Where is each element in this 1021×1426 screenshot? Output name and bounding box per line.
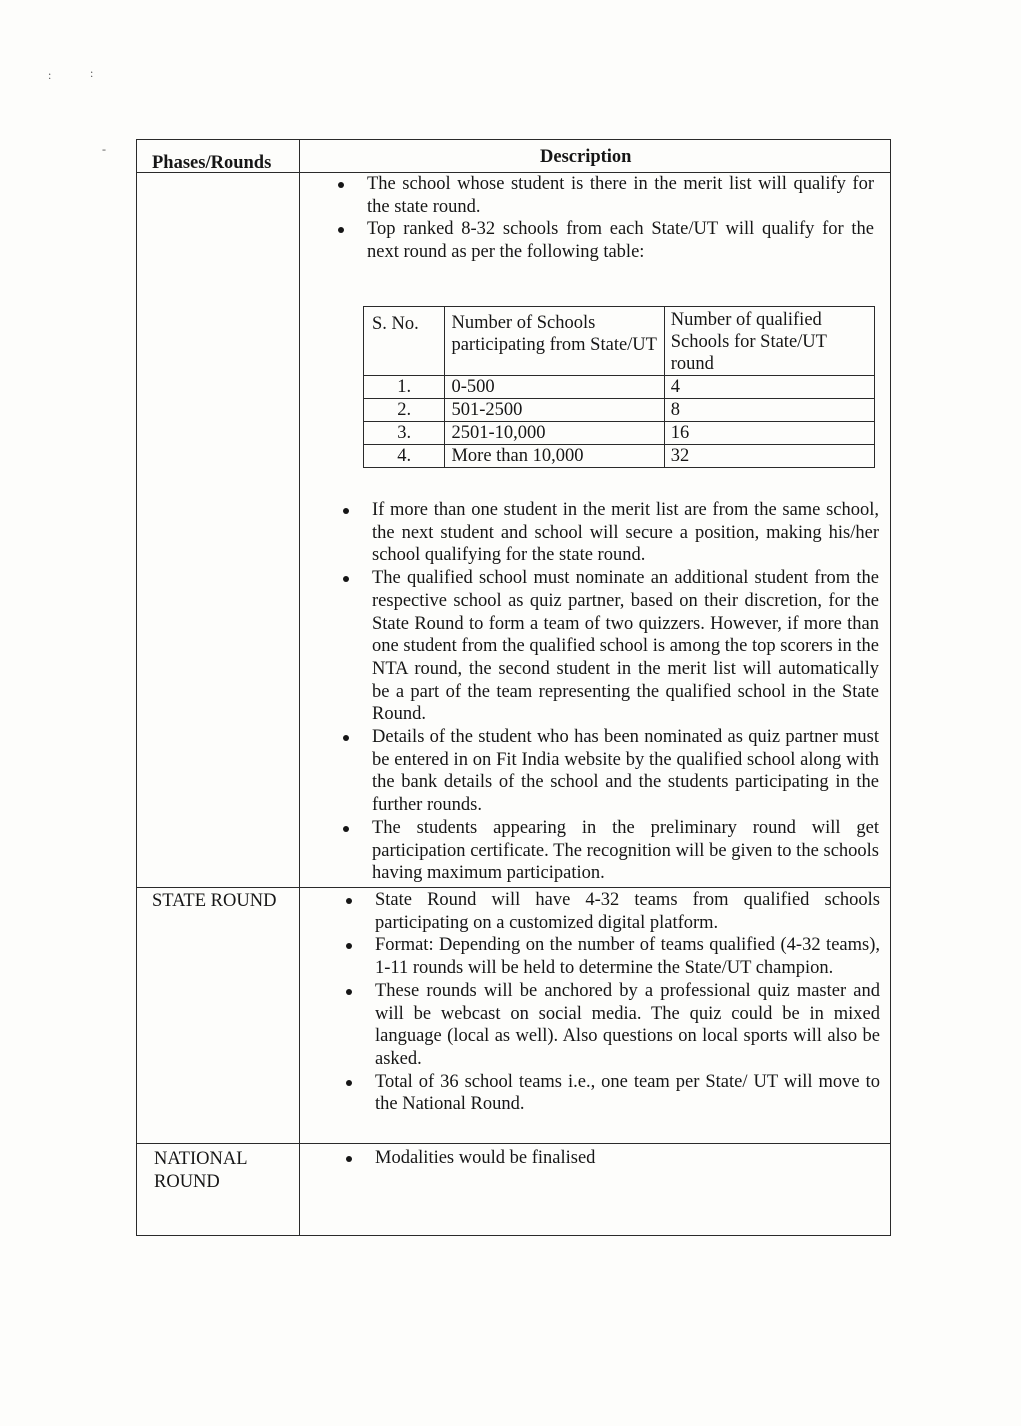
qual-cell-qualified: 4 — [664, 376, 874, 399]
prelim-bullet: If more than one student in the merit list are from the same school, the next student and school will secure a position, making his/her school qualifying for the state round. — [372, 500, 879, 566]
qual-cell-sno: 2. — [364, 399, 445, 422]
national-row-divider — [136, 1143, 891, 1144]
prelim-bullet: The students appearing in the preliminary round will get participation certificate. The recognition will be given to the schools having maximum participation. — [372, 817, 879, 884]
prelim-bullet: The school whose student is there in the merit list will qualify for the state round. — [367, 174, 874, 217]
prelim-bullets-top — [367, 173, 874, 264]
state-round-label: STATE ROUND — [152, 891, 277, 911]
qual-cell-qualified: 8 — [664, 399, 874, 422]
scan-mark: - — [102, 142, 106, 156]
scan-mark: : — [48, 68, 52, 82]
qual-cell-qualified: 16 — [664, 422, 874, 445]
prelim-bullet: The qualified school must nominate an additional student from the respective school as quiz partner, based on their discretion, for the State Round to form a team of two quizzers. However, if more than one student from the qualified school is among the top scorers in the NTA round, the second student in the merit list will automatically be a part of the team representing the qualified school in the State Round. — [372, 568, 879, 725]
header-phases: Phases/Rounds — [152, 153, 272, 173]
state-round-bullets — [375, 889, 880, 1116]
qual-cell-participating: 0-500 — [445, 376, 664, 399]
qual-cell-qualified: 32 — [664, 445, 874, 468]
qualification-table — [363, 306, 875, 468]
state-row-divider — [136, 887, 891, 888]
state-round-bullet: These rounds will be anchored by a professional quiz master and will be webcast on social media. The quiz could be in mixed language (local as well). Also questions on local sports will also be asked. — [375, 980, 880, 1069]
table-row — [364, 376, 875, 399]
national-round-label: NATIONAL ROUND — [154, 1149, 247, 1192]
qual-cell-participating: 2501-10,000 — [445, 422, 664, 445]
state-round-bullet: Total of 36 school teams i.e., one team per State/ UT will move to the National Round. — [375, 1071, 880, 1115]
national-round-bullet: Modalities would be finalised — [375, 1147, 880, 1170]
table-row — [364, 422, 875, 445]
qual-header-qualified: Number of qualified Schools for State/UT round — [664, 307, 874, 376]
qual-header-participating: Number of Schools participating from State/UT — [445, 307, 664, 376]
header-description: Description — [540, 147, 632, 167]
prelim-bullet: Details of the student who has been nominated as quiz partner must be entered in on Fit India website by the qualified school along with the bank details of the school and the students participating in the further rounds. — [372, 727, 879, 816]
table-row — [364, 399, 875, 422]
qual-header-sno: S. No. — [364, 307, 445, 376]
qual-cell-participating: More than 10,000 — [445, 445, 664, 468]
scan-mark: : — [90, 66, 94, 80]
column-divider — [299, 139, 300, 1236]
qual-cell-participating: 501-2500 — [445, 399, 664, 422]
national-round-bullets — [375, 1147, 880, 1170]
qual-cell-sno: 4. — [364, 445, 445, 468]
state-round-bullet: State Round will have 4-32 teams from qualified schools participating on a customized digital platform. — [375, 890, 880, 933]
prelim-bullets-bottom — [372, 499, 879, 885]
qual-cell-sno: 1. — [364, 376, 445, 399]
table-row — [364, 445, 875, 468]
qualification-header-row — [364, 307, 875, 376]
state-round-bullet: Format: Depending on the number of teams qualified (4-32 teams), 1-11 rounds will be held to determine the State/UT champion. — [375, 935, 880, 979]
prelim-bullet: Top ranked 8-32 schools from each State/UT will qualify for the next round as per the following table: — [367, 219, 874, 263]
qual-cell-sno: 3. — [364, 422, 445, 445]
